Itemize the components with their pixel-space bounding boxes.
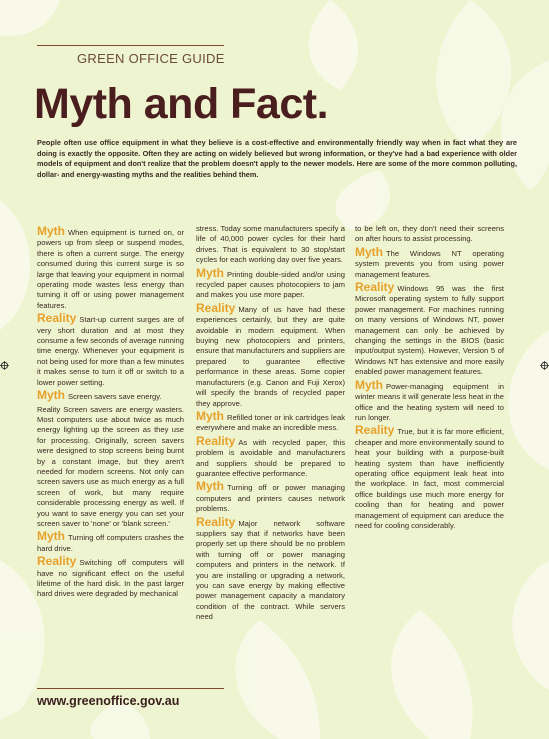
paragraph-text: Power-managing equipment in winter means it will generate less heat in the office and the heating system will need to run longer. [355,381,504,422]
myth-keyword: Myth [37,529,65,544]
header-rule [37,45,224,46]
reality-keyword: Reality [196,300,236,315]
myth-keyword: Myth [37,388,65,403]
paragraph-text: Turning off or power managing computers and printers causes network problems. [196,483,345,514]
article-paragraph [196,300,346,409]
paragraph-text: Switching off computers will have no significant effect on the useful lifetime of the hard disk. In the past larger hard drives were degraded by mechanical [37,558,184,599]
myth-keyword: Myth [196,408,224,423]
article-column-3 [355,224,504,533]
paragraph-text: True, but it is far more efficient, cheaper and more environmentally sound to heat your building with a purpose-built heating system than have inefficiently operating office equipment leak heat into the workplace. In fact, most commercial office buildings use much more energy for cooling than for heating and power management of equipment can areduce the need for cooling considerably. [355,427,504,530]
intro-paragraph: People often use office equipment in what they believe is a cost-effective and environmentally friendly way when in fact what they are doing is exactly the opposite. Often they are acting on widely believed but wrong information, or they've had a bad experience with older models of equipment and don't realize that the problem doesn't apply to the newer models. Here are some of the more common polluting, dollar- and energy-wasting myths and the realities behind them. [37,138,517,180]
article-paragraph [355,244,504,280]
myth-keyword: Myth [355,377,383,392]
article-paragraph [37,405,184,530]
footer-rule [37,688,224,689]
reality-keyword: Reality [37,554,77,569]
article-paragraph [355,282,504,378]
footer-url[interactable]: www.greenoffice.gov.au [37,694,180,708]
article-paragraph [196,481,345,514]
article-paragraph [355,224,504,245]
paragraph-text: Start-up current surges are of very short duration and at most they consume a few seconds of average running time energy. Whenever your equipment is not being used for more than a few minutes it makes sense to turn it off or switch to a lower power setting. [37,315,184,387]
article-paragraph [196,224,345,266]
reality-keyword: Reality [355,280,395,295]
article-paragraph [196,265,345,301]
article-paragraph [37,313,184,388]
article-paragraph [37,390,184,402]
myth-keyword: Myth [196,265,224,280]
myth-keyword: Myth [37,224,65,238]
paragraph-text: Screen savers save energy. [68,392,162,402]
reality-keyword: Reality [37,311,77,326]
reality-keyword: Reality [196,433,236,448]
paragraph-text: Windows 95 was the first Microsoft operating system to fully support power management. For machines running on many versions of Windows NT, power management can only be achieved by changing the settings in the BIOS (basic input/output system). However, Version 5 of Windows NT has extensive and more easily enabled power management features. [355,284,504,377]
paragraph-text: Printing double-sided and/or using recycled paper causes photocopiers to jam and makes you use more paper. [196,269,345,300]
paragraph-text: Refilled toner or ink cartridges leak everywhere and make an incredible mess. [196,412,345,433]
paragraph-text: Many of us have had these experiences certainly, but they are quite avoidable in modern equipment. When buying new photocopiers and printers, ensure that manufacturers and suppliers are prepared to guarantee effective performance in these areas. Some copier manufacturers (e.g. Canon and Fuji Xerox) will specify the brands of recycled paper they approve. [196,304,346,408]
article-paragraph [37,556,184,600]
article-paragraph [37,226,184,311]
paragraph-text: Major network software suppliers say that if networks have been properly set up there should be no problem with turning off or power managing computers and printers in the network. If you are installing or upgrading a network, you can save energy by making effective power management capacity a mandatory condition of the contract. While servers need [196,518,345,622]
paragraph-text: Reality Screen savers are energy wasters. Most computers use about twice as much energy lighting up the screen as they use for processing. Originally, screen savers were designed to stop screens being burnt by a constant image, but they aren't needed for modern screens. Not only can screen savers use as much energy as a full screen of work, but many require considerable processing energy as well. If you want to save energy you can set your screen saver to 'none' or 'blank screen.' [37,404,184,528]
myth-keyword: Myth [355,244,383,259]
article-paragraph [196,514,345,623]
article-paragraph [196,408,345,434]
paragraph-text: The Windows NT operating system prevents you from using power management features. [355,248,504,279]
registration-mark-icon [0,361,9,370]
paragraph-text: to be left on, they don't need their screens on after hours to assist processing. [355,224,504,244]
article-column-1 [37,226,184,602]
myth-keyword: Myth [196,479,224,494]
registration-mark-icon [540,361,549,370]
article-paragraph [37,531,184,554]
article-paragraph [196,433,345,480]
article-paragraph [355,377,504,424]
article-column-2 [196,224,345,625]
page-title: Myth and Fact. [34,80,329,128]
paragraph-text: stress. Today some manufacturers specify a life of 40,000 power cycles for their hard drives. That is equivalent to 30 stop/start cycles for each working day over five years. [196,224,345,265]
article-paragraph [355,425,504,531]
paragraph-text: When equipment is turned on, or powers up from sleep or suspend modes, there is often a current surge. The energy consumed during this current surge is so large that leaving your equipment in normal operating mode wastes less energy than turning it off or using power management features. [37,228,184,310]
paragraph-text: Turning off computers crashes the hard drive. [37,533,184,553]
section-label: GREEN OFFICE GUIDE [77,51,225,66]
reality-keyword: Reality [196,514,236,529]
reality-keyword: Reality [355,423,395,438]
paragraph-text: As with recycled paper, this problem is avoidable and manufacturers and suppliers should be prepared to guarantee effective performance. [196,437,345,478]
